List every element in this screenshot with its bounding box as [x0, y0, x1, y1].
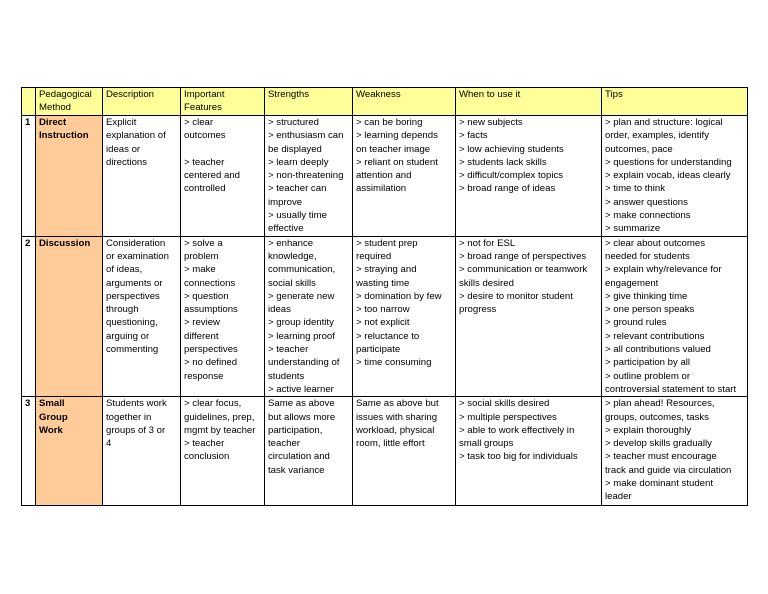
- when-cell-line: > facts: [459, 130, 488, 142]
- header-row: [22, 88, 748, 116]
- header-method-line: Pedagogical: [39, 89, 92, 100]
- strengths-cell-line: students: [268, 370, 305, 382]
- tips-cell-line: > relevant contributions: [605, 330, 705, 342]
- header-when: When to use it: [456, 88, 602, 116]
- tips-cell-line: > summarize: [605, 223, 661, 235]
- table-row: [22, 236, 748, 397]
- strengths-cell-line: effective: [268, 223, 304, 235]
- tips-cell-line: engagement: [605, 277, 659, 289]
- weakness-cell: [353, 116, 456, 237]
- header-method: [36, 88, 103, 116]
- features-cell-line: > question: [184, 290, 229, 302]
- when-cell-line: progress: [459, 304, 497, 316]
- when-cell-line: > new subjects: [459, 117, 523, 128]
- strengths-cell-line: but allows more: [268, 411, 336, 423]
- features-cell-line: > no defined: [184, 357, 238, 369]
- method-name-cell: [36, 236, 103, 397]
- strengths-cell-line: teacher: [268, 438, 300, 450]
- header-features-line: Features: [184, 102, 222, 114]
- weakness-cell: [353, 397, 456, 506]
- method-name-cell: [36, 116, 103, 237]
- description-cell-line: Explicit: [106, 117, 137, 128]
- strengths-cell-line: > enthusiasm can: [268, 130, 344, 142]
- features-cell: [181, 116, 265, 237]
- tips-cell-line: > clear about outcomes: [605, 237, 705, 249]
- strengths-cell-line: > teacher: [268, 344, 309, 356]
- strengths-cell-line: Same as above: [268, 398, 335, 410]
- strengths-cell-line: > teacher can: [268, 183, 327, 195]
- when-cell-line: > low achieving students: [459, 143, 564, 155]
- weakness-cell-line: assimilation: [356, 183, 407, 195]
- tips-cell-line: > outline problem or: [605, 370, 691, 382]
- features-cell-line: controlled: [184, 183, 226, 195]
- weakness-cell: [353, 236, 456, 397]
- when-cell-line: > difficult/complex topics: [459, 170, 564, 182]
- tips-cell-line: > answer questions: [605, 196, 688, 208]
- features-cell-line: connections: [184, 277, 236, 289]
- weakness-cell-line: attention and: [356, 170, 412, 182]
- description-cell: [103, 116, 181, 237]
- description-cell-line: arguments or: [106, 277, 163, 289]
- tips-cell-line: > explain thoroughly: [605, 424, 692, 436]
- description-cell-line: groups of 3 or: [106, 424, 166, 436]
- strengths-cell-line: participation,: [268, 424, 323, 436]
- features-cell-line: perspectives: [184, 344, 238, 356]
- strengths-cell: [265, 236, 353, 397]
- tips-cell-line: needed for students: [605, 250, 690, 262]
- method-number: 1: [22, 116, 36, 237]
- strengths-cell-line: knowledge,: [268, 250, 317, 262]
- features-cell-line: problem: [184, 250, 219, 262]
- strengths-cell-line: communication,: [268, 264, 336, 276]
- header-weakness: Weakness: [353, 88, 456, 116]
- tips-cell: [602, 236, 748, 397]
- description-cell-line: explanation of: [106, 130, 166, 142]
- header-features: [181, 88, 265, 116]
- strengths-cell-line: > generate new: [268, 290, 335, 302]
- tips-cell-line: controversial statement to start: [605, 383, 737, 395]
- strengths-cell-line: be displayed: [268, 143, 322, 155]
- strengths-cell-line: social skills: [268, 277, 316, 289]
- tips-cell-line: > participation by all: [605, 357, 691, 369]
- features-cell-line: > teacher: [184, 438, 225, 450]
- header-method-line: Method: [39, 102, 71, 114]
- methods-table: [21, 87, 748, 506]
- strengths-cell-line: > non-threatening: [268, 170, 344, 182]
- header-strengths: Strengths: [265, 88, 353, 116]
- weakness-cell-line: on teacher image: [356, 143, 431, 155]
- method-name-cell-line: Discussion: [39, 237, 91, 249]
- features-cell-line: > teacher: [184, 156, 225, 168]
- strengths-cell-line: > enhance: [268, 237, 314, 249]
- strengths-cell-line: > structured: [268, 117, 319, 128]
- features-cell-line: different: [184, 330, 219, 342]
- features-cell-line: > review: [184, 317, 220, 329]
- features-cell-line: > clear focus,: [184, 398, 242, 410]
- tips-cell-line: > questions for understanding: [605, 156, 732, 168]
- tips-cell-line: > develop skills gradually: [605, 438, 712, 450]
- method-name-cell-line: Group: [39, 411, 68, 423]
- tips-cell-line: > explain why/relevance for: [605, 264, 722, 276]
- description-cell-line: of ideas,: [106, 264, 143, 276]
- features-cell: [181, 397, 265, 506]
- features-cell-line: assumptions: [184, 304, 238, 316]
- weakness-cell-line: > straying and: [356, 264, 417, 276]
- weakness-cell-line: > not explicit: [356, 317, 410, 329]
- tips-cell-line: > plan ahead! Resources,: [605, 398, 715, 410]
- strengths-cell-line: task variance: [268, 464, 325, 476]
- weakness-cell-line: > time consuming: [356, 357, 432, 369]
- tips-cell-line: > give thinking time: [605, 290, 688, 302]
- when-cell-line: > multiple perspectives: [459, 411, 557, 423]
- when-cell-line: > social skills desired: [459, 398, 550, 410]
- method-name-cell: [36, 397, 103, 506]
- tips-cell-line: > teacher must encourage: [605, 451, 717, 463]
- strengths-cell-line: ideas: [268, 304, 291, 316]
- description-cell-line: 4: [106, 438, 112, 450]
- tips-cell-line: > all contributions valued: [605, 344, 711, 356]
- tips-cell-line: > plan and structure: logical: [605, 117, 723, 128]
- weakness-cell-line: > student prep: [356, 237, 418, 249]
- method-number: 2: [22, 236, 36, 397]
- tips-cell-line: > ground rules: [605, 317, 667, 329]
- strengths-cell-line: > group identity: [268, 317, 334, 329]
- strengths-cell: [265, 397, 353, 506]
- description-cell-line: questioning,: [106, 317, 158, 329]
- when-cell-line: > broad range of perspectives: [459, 250, 587, 262]
- description-cell-line: directions: [106, 156, 148, 168]
- description-cell-line: through: [106, 304, 139, 316]
- when-cell-line: > able to work effectively in: [459, 424, 575, 436]
- when-cell-line: > desire to monitor student: [459, 290, 573, 302]
- weakness-cell-line: room, little effort: [356, 438, 425, 450]
- header-features-line: Important: [184, 89, 225, 100]
- tips-cell-line: groups, outcomes, tasks: [605, 411, 709, 423]
- when-cell: [456, 397, 602, 506]
- weakness-cell-line: required: [356, 250, 392, 262]
- when-cell-line: > students lack skills: [459, 156, 547, 168]
- features-cell-line: mgmt by teacher: [184, 424, 256, 436]
- header-description: Description: [103, 88, 181, 116]
- strengths-cell-line: improve: [268, 196, 303, 208]
- when-cell-line: small groups: [459, 438, 514, 450]
- tips-cell-line: leader: [605, 491, 632, 503]
- features-cell-line: > solve a: [184, 237, 223, 249]
- tips-cell-line: order, examples, identify: [605, 130, 709, 142]
- description-cell: [103, 397, 181, 506]
- tips-cell-line: > make dominant student: [605, 478, 713, 490]
- description-cell: [103, 236, 181, 397]
- description-cell-line: together in: [106, 411, 152, 423]
- description-cell-line: or examination: [106, 250, 169, 262]
- weakness-cell-line: > can be boring: [356, 117, 423, 128]
- weakness-cell-line: > domination by few: [356, 290, 442, 302]
- features-cell-line: [184, 143, 264, 156]
- strengths-cell-line: understanding of: [268, 357, 340, 369]
- tips-cell-line: > one person speaks: [605, 304, 695, 316]
- table-row: [22, 116, 748, 237]
- tips-cell: [602, 116, 748, 237]
- method-name-cell-line: Instruction: [39, 130, 89, 142]
- weakness-cell-line: > too narrow: [356, 304, 410, 316]
- weakness-cell-line: Same as above but: [356, 398, 439, 410]
- description-cell-line: arguing or: [106, 330, 150, 342]
- features-cell-line: > make: [184, 264, 216, 276]
- when-cell-line: > broad range of ideas: [459, 183, 556, 195]
- when-cell: [456, 236, 602, 397]
- tips-cell-line: > make connections: [605, 210, 691, 222]
- tips-cell-line: > time to think: [605, 183, 665, 195]
- strengths-cell-line: > usually time: [268, 210, 327, 222]
- strengths-cell-line: > learning proof: [268, 330, 335, 342]
- weakness-cell-line: > reluctance to: [356, 330, 420, 342]
- description-cell-line: Students work: [106, 398, 167, 410]
- description-cell-line: ideas or: [106, 143, 141, 155]
- when-cell-line: > communication or teamwork: [459, 264, 588, 276]
- method-number: 3: [22, 397, 36, 506]
- weakness-cell-line: participate: [356, 344, 401, 356]
- strengths-cell-line: > learn deeply: [268, 156, 329, 168]
- weakness-cell-line: workload, physical: [356, 424, 435, 436]
- header-tips: Tips: [602, 88, 748, 116]
- strengths-cell-line: > active learner: [268, 383, 334, 395]
- strengths-cell-line: circulation and: [268, 451, 330, 463]
- features-cell: [181, 236, 265, 397]
- weakness-cell-line: issues with sharing: [356, 411, 438, 423]
- features-cell-line: conclusion: [184, 451, 230, 463]
- method-name-cell-line: Direct: [39, 117, 67, 128]
- tips-cell-line: > explain vocab, ideas clearly: [605, 170, 731, 182]
- tips-cell: [602, 397, 748, 506]
- weakness-cell-line: > learning depends: [356, 130, 438, 142]
- when-cell-line: > task too big for individuals: [459, 451, 578, 463]
- tips-cell-line: track and guide via circulation: [605, 464, 732, 476]
- method-name-cell-line: Small: [39, 398, 65, 410]
- weakness-cell-line: > reliant on student: [356, 156, 438, 168]
- tips-cell-line: outcomes, pace: [605, 143, 673, 155]
- description-cell-line: Consideration: [106, 237, 166, 249]
- table-row: [22, 397, 748, 506]
- strengths-cell: [265, 116, 353, 237]
- features-cell-line: response: [184, 370, 224, 382]
- when-cell-line: skills desired: [459, 277, 514, 289]
- features-cell-line: outcomes: [184, 130, 226, 142]
- features-cell-line: > clear: [184, 117, 214, 128]
- when-cell-line: > not for ESL: [459, 237, 516, 249]
- method-name-cell-line: Work: [39, 424, 63, 436]
- features-cell-line: guidelines, prep,: [184, 411, 255, 423]
- header-number: [22, 88, 36, 116]
- features-cell-line: centered and: [184, 170, 241, 182]
- description-cell-line: perspectives: [106, 290, 160, 302]
- weakness-cell-line: wasting time: [356, 277, 410, 289]
- when-cell: [456, 116, 602, 237]
- description-cell-line: commenting: [106, 344, 159, 356]
